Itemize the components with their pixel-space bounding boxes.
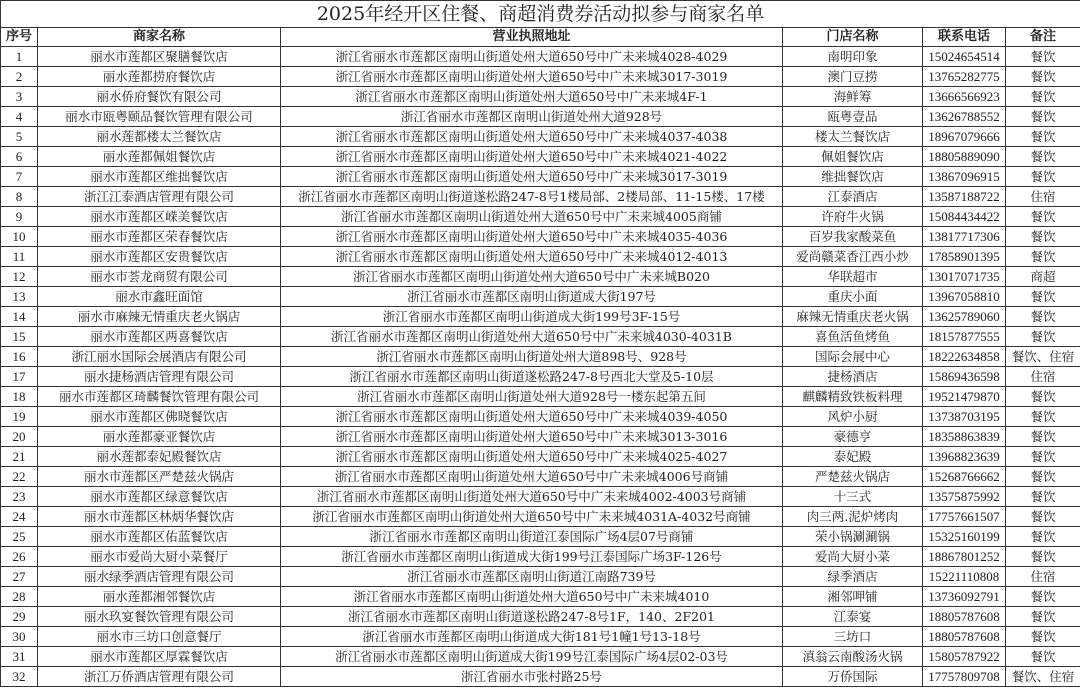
remark-cell: 餐饮、住宿 (1006, 347, 1080, 367)
license-address-cell: 浙江省丽水市莲都区南明山街道处州大道650号中广未来城4031A-4032号商铺 (281, 507, 783, 527)
store-name-cell: 捷杨酒店 (783, 367, 923, 387)
store-name-cell: 泰妃殿 (783, 447, 923, 467)
phone-cell: 15084434422 (923, 207, 1006, 227)
remark-cell: 餐饮 (1006, 387, 1080, 407)
remark-cell: 住宿 (1006, 187, 1080, 207)
phone-cell: 13817717306 (923, 227, 1006, 247)
phone-cell: 15024654514 (923, 47, 1006, 67)
store-name-cell: 绿季酒店 (783, 567, 923, 587)
remark-cell: 餐饮 (1006, 287, 1080, 307)
store-name-cell: 维拙餐饮店 (783, 167, 923, 187)
table-row (1, 187, 1080, 207)
table-row (1, 587, 1080, 607)
store-name-cell: 万侨国际 (783, 667, 923, 687)
row-index-cell: 1 (1, 47, 38, 67)
row-index-cell: 21 (1, 447, 38, 467)
remark-cell: 餐饮 (1006, 487, 1080, 507)
table-row (1, 87, 1080, 107)
store-name-cell: 麒麟精致铁板料理 (783, 387, 923, 407)
store-name-cell: 麻辣无情重庆老火锅 (783, 307, 923, 327)
phone-cell: 19521479870 (923, 387, 1006, 407)
phone-cell: 13736092791 (923, 587, 1006, 607)
remark-cell: 餐饮 (1006, 427, 1080, 447)
remark-cell: 餐饮 (1006, 407, 1080, 427)
phone-cell: 15268766662 (923, 467, 1006, 487)
header-index: 序号 (1, 28, 38, 47)
table-row (1, 367, 1080, 387)
header-row (1, 28, 1080, 47)
table-row (1, 107, 1080, 127)
store-name-cell: 许府牛火锅 (783, 207, 923, 227)
table-row (1, 267, 1080, 287)
phone-cell: 18222634858 (923, 347, 1006, 367)
license-address-cell: 浙江省丽水市莲都区南明山街道成大街181号1幢1号13-18号 (281, 627, 783, 647)
row-index-cell: 22 (1, 467, 38, 487)
table-row (1, 127, 1080, 147)
remark-cell: 餐饮 (1006, 67, 1080, 87)
table-row (1, 407, 1080, 427)
table-row (1, 147, 1080, 167)
header-license-address: 营业执照地址 (281, 28, 783, 47)
merchant-name-cell: 丽水莲都佩姐餐饮店 (38, 147, 281, 167)
license-address-cell: 浙江省丽水市莲都区南明山街道处州大道650号中广未来城4021-4022 (281, 147, 783, 167)
license-address-cell: 浙江省丽水市莲都区南明山街道处州大道650号中广未来城4037-4038 (281, 127, 783, 147)
table-row (1, 167, 1080, 187)
remark-cell: 餐饮 (1006, 327, 1080, 347)
license-address-cell: 浙江省丽水市莲都区南明山街道江泰国际广场4层07号商铺 (281, 527, 783, 547)
row-index-cell: 17 (1, 367, 38, 387)
license-address-cell: 浙江省丽水市莲都区南明山街道处州大道650号中广未来城4025-4027 (281, 447, 783, 467)
phone-cell: 13765282775 (923, 67, 1006, 87)
license-address-cell: 浙江省丽水市莲都区南明山街道处州大道650号中广未来城4035-4036 (281, 227, 783, 247)
merchant-name-cell: 丽水莲都泰妃殿餐饮店 (38, 447, 281, 467)
table-row (1, 227, 1080, 247)
license-address-cell: 浙江省丽水市张村路25号 (281, 667, 783, 687)
phone-cell: 18805889090 (923, 147, 1006, 167)
remark-cell: 餐饮 (1006, 147, 1080, 167)
table-row (1, 427, 1080, 447)
remark-cell: 住宿 (1006, 367, 1080, 387)
merchant-name-cell: 丽水莲都湘邻餐饮店 (38, 587, 281, 607)
sheet-title: 2025年经开区住餐、商超消费券活动拟参与商家名单 (1, 1, 1080, 28)
store-name-cell: 江泰酒店 (783, 187, 923, 207)
row-index-cell: 25 (1, 527, 38, 547)
phone-cell: 15805787922 (923, 647, 1006, 667)
table-row (1, 487, 1080, 507)
row-index-cell: 16 (1, 347, 38, 367)
remark-cell: 住宿 (1006, 567, 1080, 587)
store-name-cell: 滇翁云南酸汤火锅 (783, 647, 923, 667)
remark-cell: 餐饮 (1006, 307, 1080, 327)
license-address-cell: 浙江省丽水市莲都区南明山街道江南路739号 (281, 567, 783, 587)
store-name-cell: 百岁我家酸菜鱼 (783, 227, 923, 247)
license-address-cell: 浙江省丽水市莲都区南明山街道处州大道650号中广未来城3013-3016 (281, 427, 783, 447)
row-index-cell: 3 (1, 87, 38, 107)
store-name-cell: 湘邻呷铺 (783, 587, 923, 607)
remark-cell: 餐饮 (1006, 627, 1080, 647)
merchant-name-cell: 丽水市荟龙商贸有限公司 (38, 267, 281, 287)
row-index-cell: 31 (1, 647, 38, 667)
row-index-cell: 9 (1, 207, 38, 227)
store-name-cell: 瓯粤壹品 (783, 107, 923, 127)
row-index-cell: 4 (1, 107, 38, 127)
phone-cell: 18967079666 (923, 127, 1006, 147)
phone-cell: 18867801252 (923, 547, 1006, 567)
merchant-name-cell: 浙江江泰酒店管理有限公司 (38, 187, 281, 207)
phone-cell: 13867096915 (923, 167, 1006, 187)
phone-cell: 15325160199 (923, 527, 1006, 547)
store-name-cell: 喜鱼活鱼烤鱼 (783, 327, 923, 347)
merchant-name-cell: 丽水捷杨酒店管理有限公司 (38, 367, 281, 387)
title-row (1, 1, 1080, 28)
row-index-cell: 7 (1, 167, 38, 187)
row-index-cell: 15 (1, 327, 38, 347)
license-address-cell: 浙江省丽水市莲都区南明山街道成大街199号江泰国际广场3F-126号 (281, 547, 783, 567)
merchant-name-cell: 丽水市莲都区林炳华餐饮店 (38, 507, 281, 527)
row-index-cell: 18 (1, 387, 38, 407)
license-address-cell: 浙江省丽水市莲都区南明山街道处州大道650号中广未来城B020 (281, 267, 783, 287)
remark-cell: 餐饮 (1006, 447, 1080, 467)
store-name-cell: 华联超市 (783, 267, 923, 287)
header-phone: 联系电话 (923, 28, 1006, 47)
store-name-cell: 风炉小厨 (783, 407, 923, 427)
store-name-cell: 十三式 (783, 487, 923, 507)
phone-cell: 17757809708 (923, 667, 1006, 687)
phone-cell: 13968823639 (923, 447, 1006, 467)
remark-cell: 餐饮 (1006, 527, 1080, 547)
license-address-cell: 浙江省丽水市莲都区南明山街道成大街199号3F-15号 (281, 307, 783, 327)
merchant-name-cell: 丽水市莲都区厚霖餐饮店 (38, 647, 281, 667)
license-address-cell: 浙江省丽水市莲都区南明山街道成大街197号 (281, 287, 783, 307)
license-address-cell: 浙江省丽水市莲都区南明山街道遂松路247-8号西北大堂及5-10层 (281, 367, 783, 387)
remark-cell: 餐饮、住宿 (1006, 667, 1080, 687)
row-index-cell: 26 (1, 547, 38, 567)
table-row (1, 287, 1080, 307)
header-remark: 备注 (1006, 28, 1080, 47)
store-name-cell: 三坊口 (783, 627, 923, 647)
table-row (1, 467, 1080, 487)
store-name-cell: 佩姐餐饮店 (783, 147, 923, 167)
merchant-name-cell: 丽水市莲都区两喜餐饮店 (38, 327, 281, 347)
phone-cell: 13967058810 (923, 287, 1006, 307)
license-address-cell: 浙江省丽水市莲都区南明山街道成大街199号江泰国际广场4层02-03号 (281, 647, 783, 667)
table-row (1, 567, 1080, 587)
license-address-cell: 浙江省丽水市莲都区南明山街道处州大道650号中广未来城4002-4003号商铺 (281, 487, 783, 507)
table-row (1, 207, 1080, 227)
merchant-name-cell: 丽水莲都楼太兰餐饮店 (38, 127, 281, 147)
table-row (1, 667, 1080, 687)
row-index-cell: 19 (1, 407, 38, 427)
merchant-name-cell: 丽水市莲都区佑蓝餐饮店 (38, 527, 281, 547)
row-index-cell: 8 (1, 187, 38, 207)
merchant-name-cell: 浙江丽水国际会展酒店有限公司 (38, 347, 281, 367)
phone-cell: 17757661507 (923, 507, 1006, 527)
remark-cell: 餐饮 (1006, 227, 1080, 247)
license-address-cell: 浙江省丽水市莲都区南明山街道处州大道650号中广未来城4030-4031B (281, 327, 783, 347)
phone-cell: 18805787608 (923, 627, 1006, 647)
row-index-cell: 12 (1, 267, 38, 287)
store-name-cell: 楼太兰餐饮店 (783, 127, 923, 147)
license-address-cell: 浙江省丽水市莲都区南明山街道处州大道650号中广未来城3017-3019 (281, 167, 783, 187)
phone-cell: 15221110808 (923, 567, 1006, 587)
remark-cell: 餐饮 (1006, 207, 1080, 227)
phone-cell: 18358863839 (923, 427, 1006, 447)
license-address-cell: 浙江省丽水市莲都区南明山街道处州大道650号中广未来城3017-3019 (281, 67, 783, 87)
row-index-cell: 28 (1, 587, 38, 607)
license-address-cell: 浙江省丽水市莲都区南明山街道处州大道928号 (281, 107, 783, 127)
license-address-cell: 浙江省丽水市莲都区南明山街道处州大道650号中广未来城4F-1 (281, 87, 783, 107)
phone-cell: 17858901395 (923, 247, 1006, 267)
remark-cell: 餐饮 (1006, 167, 1080, 187)
phone-cell: 13738703195 (923, 407, 1006, 427)
store-name-cell: 爱尚赣菜香江西小炒 (783, 247, 923, 267)
row-index-cell: 20 (1, 427, 38, 447)
license-address-cell: 浙江省丽水市莲都区南明山街道处州大道898号、928号 (281, 347, 783, 367)
remark-cell: 餐饮 (1006, 607, 1080, 627)
phone-cell: 13625789060 (923, 307, 1006, 327)
phone-cell: 15869436598 (923, 367, 1006, 387)
row-index-cell: 24 (1, 507, 38, 527)
row-index-cell: 29 (1, 607, 38, 627)
row-index-cell: 32 (1, 667, 38, 687)
table-row (1, 447, 1080, 467)
remark-cell: 餐饮 (1006, 247, 1080, 267)
row-index-cell: 23 (1, 487, 38, 507)
remark-cell: 餐饮 (1006, 647, 1080, 667)
remark-cell: 餐饮 (1006, 47, 1080, 67)
merchant-name-cell: 丽水市莲都区严楚兹火锅店 (38, 467, 281, 487)
merchant-name-cell: 丽水市三坊口创意餐厅 (38, 627, 281, 647)
row-index-cell: 5 (1, 127, 38, 147)
remark-cell: 餐饮 (1006, 547, 1080, 567)
merchant-name-cell: 丽水侨府餐饮有限公司 (38, 87, 281, 107)
remark-cell: 餐饮 (1006, 87, 1080, 107)
merchant-name-cell: 丽水市莲都区绿意餐饮店 (38, 487, 281, 507)
phone-cell: 18157877555 (923, 327, 1006, 347)
store-name-cell: 国际会展中心 (783, 347, 923, 367)
phone-cell: 13017071735 (923, 267, 1006, 287)
phone-cell: 18805787608 (923, 607, 1006, 627)
row-index-cell: 10 (1, 227, 38, 247)
store-name-cell: 重庆小面 (783, 287, 923, 307)
license-address-cell: 浙江省丽水市莲都区南明山街道处州大道650号中广未来城4039-4050 (281, 407, 783, 427)
merchant-name-cell: 浙江万侨酒店管理有限公司 (38, 667, 281, 687)
merchant-name-cell: 丽水绿季酒店管理有限公司 (38, 567, 281, 587)
table-row (1, 67, 1080, 87)
merchant-name-cell: 丽水市莲都区维拙餐饮店 (38, 167, 281, 187)
merchant-name-cell: 丽水玖宴餐饮管理有限公司 (38, 607, 281, 627)
license-address-cell: 浙江省丽水市莲都区南明山街道处州大道650号中广未来城4010 (281, 587, 783, 607)
table-row (1, 347, 1080, 367)
row-index-cell: 2 (1, 67, 38, 87)
phone-cell: 13626788552 (923, 107, 1006, 127)
merchant-name-cell: 丽水市瓯粤颐品餐饮管理有限公司 (38, 107, 281, 127)
row-index-cell: 30 (1, 627, 38, 647)
row-index-cell: 6 (1, 147, 38, 167)
remark-cell: 商超 (1006, 267, 1080, 287)
store-name-cell: 南明印象 (783, 47, 923, 67)
remark-cell: 餐饮 (1006, 467, 1080, 487)
merchant-name-cell: 丽水莲都捞府餐饮店 (38, 67, 281, 87)
table-row (1, 647, 1080, 667)
table-row (1, 247, 1080, 267)
store-name-cell: 澳门豆捞 (783, 67, 923, 87)
merchant-name-cell: 丽水市莲都区琦麟餐饮管理有限公司 (38, 387, 281, 407)
table-row (1, 47, 1080, 67)
header-store-name: 门店名称 (783, 28, 923, 47)
merchant-name-cell: 丽水市莲都区荣春餐饮店 (38, 227, 281, 247)
table-row (1, 627, 1080, 647)
store-name-cell: 爱尚大厨小菜 (783, 547, 923, 567)
remark-cell: 餐饮 (1006, 127, 1080, 147)
store-name-cell: 肉三两.泥炉烤肉 (783, 507, 923, 527)
merchant-name-cell: 丽水市莲都区聚膳餐饮店 (38, 47, 281, 67)
row-index-cell: 11 (1, 247, 38, 267)
store-name-cell: 江泰宴 (783, 607, 923, 627)
merchant-name-cell: 丽水市莲都区佛晓餐饮店 (38, 407, 281, 427)
license-address-cell: 浙江省丽水市莲都区南明山街道遂松路247-8号1楼局部、2楼局部、11-15楼、17楼 (281, 187, 783, 207)
row-index-cell: 27 (1, 567, 38, 587)
table-row (1, 327, 1080, 347)
license-address-cell: 浙江省丽水市莲都区南明山街道处州大道650号中广未来城4005商铺 (281, 207, 783, 227)
table-row (1, 387, 1080, 407)
phone-cell: 13666566923 (923, 87, 1006, 107)
table-row (1, 527, 1080, 547)
phone-cell: 13575875992 (923, 487, 1006, 507)
table-row (1, 307, 1080, 327)
store-name-cell: 海鲜筹 (783, 87, 923, 107)
store-name-cell: 荣小锅涮涮锅 (783, 527, 923, 547)
remark-cell: 餐饮 (1006, 587, 1080, 607)
license-address-cell: 浙江省丽水市莲都区南明山街道处州大道650号中广未来城4028-4029 (281, 47, 783, 67)
store-name-cell: 严楚兹火锅店 (783, 467, 923, 487)
merchant-name-cell: 丽水莲都豪亚餐饮店 (38, 427, 281, 447)
remark-cell: 餐饮 (1006, 507, 1080, 527)
license-address-cell: 浙江省丽水市莲都区南明山街道遂松路247-8号1F，140、2F201 (281, 607, 783, 627)
phone-cell: 13587188722 (923, 187, 1006, 207)
row-index-cell: 14 (1, 307, 38, 327)
store-name-cell: 豪德亨 (783, 427, 923, 447)
merchant-name-cell: 丽水市爱尚大厨小菜餐厅 (38, 547, 281, 567)
merchant-name-cell: 丽水市莲都区安贵餐饮店 (38, 247, 281, 267)
remark-cell: 餐饮 (1006, 107, 1080, 127)
table-row (1, 607, 1080, 627)
license-address-cell: 浙江省丽水市莲都区南明山街道处州大道650号中广未来城4006号商铺 (281, 467, 783, 487)
license-address-cell: 浙江省丽水市莲都区南明山街道处州大道650号中广未来城4012-4013 (281, 247, 783, 267)
merchant-name-cell: 丽水市麻辣无情重庆老火锅店 (38, 307, 281, 327)
row-index-cell: 13 (1, 287, 38, 307)
merchant-name-cell: 丽水市鑫旺面馆 (38, 287, 281, 307)
merchant-name-cell: 丽水市莲都区嵘美餐饮店 (38, 207, 281, 227)
table-row (1, 547, 1080, 567)
header-merchant-name: 商家名称 (38, 28, 281, 47)
table-row (1, 507, 1080, 527)
license-address-cell: 浙江省丽水市莲都区南明山街道处州大道928号一楼东起第五间 (281, 387, 783, 407)
